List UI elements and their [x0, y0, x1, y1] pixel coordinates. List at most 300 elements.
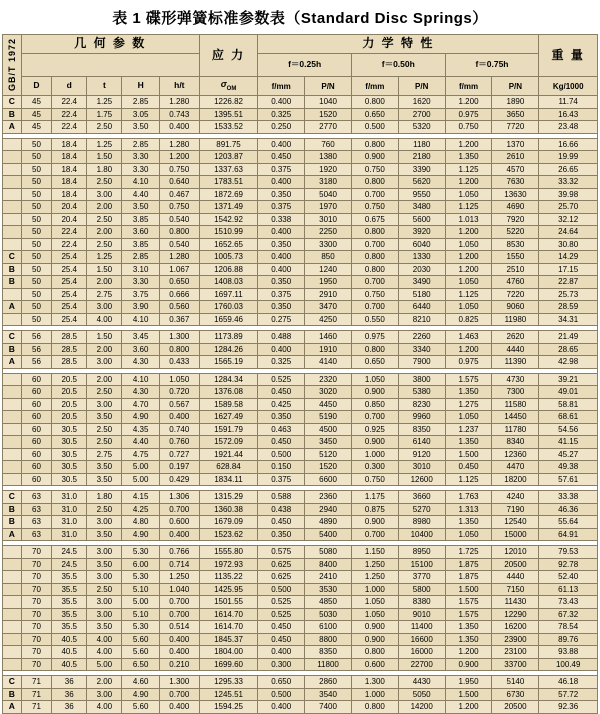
f-075h-cell: 1.350: [445, 151, 492, 164]
dim-ht-cell: 0.740: [159, 423, 199, 436]
dim-ht-cell: 0.400: [159, 646, 199, 659]
f-025h-cell: 0.325: [258, 108, 305, 121]
p-025h-cell: 5120: [305, 448, 352, 461]
dim-t-cell: 3.50: [87, 461, 122, 474]
weight-cell: 58.81: [539, 398, 598, 411]
p-075h-cell: 7300: [492, 386, 539, 399]
f-025h-cell: 0.500: [258, 583, 305, 596]
p-025h-cell: 4500: [305, 423, 352, 436]
f-075h-cell: 1.350: [445, 633, 492, 646]
dim-t-cell: 2.50: [87, 503, 122, 516]
f-075h-cell: 1.500: [445, 583, 492, 596]
f-050h-cell: 0.675: [351, 213, 398, 226]
dim-D-cell: 60: [21, 411, 51, 424]
p-025h-cell: 3180: [305, 176, 352, 189]
stress-cell: 1872.69: [199, 188, 258, 201]
header-col-f1: f/mm: [258, 77, 305, 96]
stress-cell: 1972.93: [199, 558, 258, 571]
dim-D-cell: 60: [21, 423, 51, 436]
p-075h-cell: 4730: [492, 373, 539, 386]
dim-ht-cell: 0.429: [159, 473, 199, 486]
table-row: [3, 263, 598, 276]
weight-cell: 23.48: [539, 121, 598, 134]
group-letter-cell: B: [3, 108, 22, 121]
dim-H-cell: 5.10: [122, 608, 159, 621]
p-075h-cell: 9060: [492, 301, 539, 314]
table-row: [3, 461, 598, 474]
dim-t-cell: 2.50: [87, 238, 122, 251]
p-050h-cell: 5800: [398, 583, 445, 596]
weight-cell: 42.98: [539, 356, 598, 369]
f-050h-cell: 1.050: [351, 596, 398, 609]
dim-t-cell: 2.75: [87, 448, 122, 461]
table-row: [3, 251, 598, 264]
dim-d-cell: 35.5: [52, 571, 87, 584]
group-letter-cell: [3, 546, 22, 559]
dim-d-cell: 18.4: [52, 138, 87, 151]
group-letter-cell: [3, 151, 22, 164]
stress-cell: 1371.49: [199, 201, 258, 214]
stress-cell: 1845.37: [199, 633, 258, 646]
stress-cell: 1679.09: [199, 516, 258, 529]
f-025h-cell: 0.575: [258, 546, 305, 559]
dim-t-cell: 1.25: [87, 96, 122, 109]
f-025h-cell: 0.625: [258, 558, 305, 571]
p-075h-cell: 20500: [492, 701, 539, 714]
weight-cell: 25.70: [539, 201, 598, 214]
dim-d-cell: 20.4: [52, 201, 87, 214]
p-075h-cell: 7150: [492, 583, 539, 596]
table-row: [3, 121, 598, 134]
dim-D-cell: 56: [21, 331, 51, 344]
p-075h-cell: 11980: [492, 313, 539, 326]
dim-H-cell: 4.75: [122, 448, 159, 461]
dim-d-cell: 31.0: [52, 516, 87, 529]
table-row: [3, 491, 598, 504]
table-row: [3, 528, 598, 541]
dim-ht-cell: 1.040: [159, 583, 199, 596]
f-050h-cell: 0.800: [351, 226, 398, 239]
dim-t-cell: 2.00: [87, 373, 122, 386]
group-letter-cell: B: [3, 263, 22, 276]
stress-cell: 1284.26: [199, 343, 258, 356]
stress-cell: 1245.51: [199, 688, 258, 701]
f-025h-cell: 0.350: [258, 528, 305, 541]
dim-D-cell: 60: [21, 448, 51, 461]
group-letter-cell: [3, 213, 22, 226]
f-050h-cell: 0.300: [351, 461, 398, 474]
dim-t-cell: 3.00: [87, 571, 122, 584]
f-075h-cell: 1.200: [445, 138, 492, 151]
stress-cell: 1565.19: [199, 356, 258, 369]
dim-t-cell: 2.50: [87, 121, 122, 134]
weight-cell: 16.43: [539, 108, 598, 121]
dim-D-cell: 70: [21, 596, 51, 609]
f-025h-cell: 0.450: [258, 621, 305, 634]
dim-d-cell: 30.5: [52, 423, 87, 436]
f-050h-cell: 0.800: [351, 701, 398, 714]
f-075h-cell: 1.575: [445, 608, 492, 621]
p-050h-cell: 3480: [398, 201, 445, 214]
dim-ht-cell: 1.250: [159, 571, 199, 584]
group-letter-cell: [3, 473, 22, 486]
dim-H-cell: 4.90: [122, 688, 159, 701]
f-050h-cell: 1.000: [351, 583, 398, 596]
f-050h-cell: 0.700: [351, 528, 398, 541]
f-050h-cell: 1.250: [351, 571, 398, 584]
p-075h-cell: 11390: [492, 356, 539, 369]
weight-cell: 78.54: [539, 621, 598, 634]
stress-cell: 1425.95: [199, 583, 258, 596]
dim-ht-cell: 0.750: [159, 201, 199, 214]
table-header: [3, 35, 598, 96]
f-075h-cell: 0.750: [445, 121, 492, 134]
dim-H-cell: 3.45: [122, 331, 159, 344]
weight-cell: 28.59: [539, 301, 598, 314]
p-025h-cell: 2410: [305, 571, 352, 584]
group-letter-cell: B: [3, 343, 22, 356]
table-row: [3, 571, 598, 584]
group-letter-cell: [3, 633, 22, 646]
dim-D-cell: 50: [21, 213, 51, 226]
table-row: [3, 151, 598, 164]
dim-t-cell: 2.50: [87, 583, 122, 596]
f-075h-cell: 0.825: [445, 313, 492, 326]
header-col-P1: P/N: [305, 77, 352, 96]
f-075h-cell: 1.463: [445, 331, 492, 344]
stress-cell: 1408.03: [199, 276, 258, 289]
f-025h-cell: 0.438: [258, 503, 305, 516]
f-050h-cell: 0.700: [351, 276, 398, 289]
p-075h-cell: 33700: [492, 658, 539, 671]
f-075h-cell: 1.125: [445, 201, 492, 214]
dim-ht-cell: 0.400: [159, 701, 199, 714]
p-050h-cell: 1180: [398, 138, 445, 151]
f-025h-cell: 0.400: [258, 646, 305, 659]
dim-ht-cell: 0.700: [159, 688, 199, 701]
weight-cell: 46.18: [539, 676, 598, 689]
header-col-d: d: [52, 77, 87, 96]
f-050h-cell: 1.000: [351, 688, 398, 701]
p-050h-cell: 5380: [398, 386, 445, 399]
p-075h-cell: 11430: [492, 596, 539, 609]
p-075h-cell: 2620: [492, 331, 539, 344]
p-050h-cell: 14200: [398, 701, 445, 714]
dim-H-cell: 3.85: [122, 238, 159, 251]
dim-ht-cell: 1.050: [159, 373, 199, 386]
dim-ht-cell: 0.766: [159, 546, 199, 559]
group-letter-cell: [3, 558, 22, 571]
dim-ht-cell: 0.197: [159, 461, 199, 474]
header-stress: 应 力: [199, 35, 258, 77]
f-025h-cell: 0.275: [258, 313, 305, 326]
p-050h-cell: 3800: [398, 373, 445, 386]
table-row: [3, 238, 598, 251]
p-050h-cell: 3920: [398, 226, 445, 239]
stress-cell: 1523.62: [199, 528, 258, 541]
p-025h-cell: 5400: [305, 528, 352, 541]
stress-cell: 1594.25: [199, 701, 258, 714]
p-025h-cell: 2910: [305, 288, 352, 301]
stress-cell: 1591.79: [199, 423, 258, 436]
dim-ht-cell: 1.280: [159, 138, 199, 151]
dim-d-cell: 20.5: [52, 398, 87, 411]
dim-ht-cell: 0.650: [159, 276, 199, 289]
p-025h-cell: 7400: [305, 701, 352, 714]
dim-t-cell: 3.00: [87, 356, 122, 369]
dim-d-cell: 35.5: [52, 583, 87, 596]
stress-cell: 1542.92: [199, 213, 258, 226]
dim-d-cell: 18.4: [52, 188, 87, 201]
weight-cell: 49.38: [539, 461, 598, 474]
dim-D-cell: 50: [21, 263, 51, 276]
p-025h-cell: 8400: [305, 558, 352, 571]
header-geometry-spacer: [21, 54, 199, 77]
f-075h-cell: 1.875: [445, 571, 492, 584]
weight-cell: 55.64: [539, 516, 598, 529]
dim-t-cell: 3.50: [87, 473, 122, 486]
f-050h-cell: 0.800: [351, 251, 398, 264]
p-025h-cell: 1380: [305, 151, 352, 164]
dim-H-cell: 3.05: [122, 108, 159, 121]
weight-cell: 92.36: [539, 701, 598, 714]
f-050h-cell: 0.900: [351, 436, 398, 449]
dim-d-cell: 28.5: [52, 331, 87, 344]
dim-ht-cell: 0.540: [159, 238, 199, 251]
f-075h-cell: 1.200: [445, 701, 492, 714]
p-025h-cell: 5190: [305, 411, 352, 424]
group-letter-cell: C: [3, 491, 22, 504]
header-loadcase-3: f＝0.75h: [445, 54, 539, 77]
table-row: [3, 96, 598, 109]
f-025h-cell: 0.463: [258, 423, 305, 436]
stress-cell: 1533.52: [199, 121, 258, 134]
table-row: [3, 288, 598, 301]
dim-t-cell: 5.00: [87, 658, 122, 671]
f-025h-cell: 0.400: [258, 343, 305, 356]
f-050h-cell: 0.900: [351, 633, 398, 646]
stress-cell: 1360.38: [199, 503, 258, 516]
dim-D-cell: 63: [21, 528, 51, 541]
dim-d-cell: 40.5: [52, 633, 87, 646]
table-row: [3, 386, 598, 399]
dim-H-cell: 3.60: [122, 226, 159, 239]
dim-H-cell: 2.85: [122, 96, 159, 109]
dim-t-cell: 2.00: [87, 343, 122, 356]
p-025h-cell: 3020: [305, 386, 352, 399]
dim-d-cell: 31.0: [52, 491, 87, 504]
dim-H-cell: 3.85: [122, 213, 159, 226]
p-050h-cell: 9120: [398, 448, 445, 461]
dim-D-cell: 50: [21, 276, 51, 289]
header-col-f3: f/mm: [445, 77, 492, 96]
p-025h-cell: 3470: [305, 301, 352, 314]
stress-cell: 1627.49: [199, 411, 258, 424]
dim-d-cell: 35.5: [52, 596, 87, 609]
f-025h-cell: 0.488: [258, 331, 305, 344]
group-letter-cell: C: [3, 331, 22, 344]
group-letter-cell: [3, 188, 22, 201]
f-025h-cell: 0.400: [258, 96, 305, 109]
table-row: [3, 226, 598, 239]
dim-D-cell: 50: [21, 188, 51, 201]
stress-cell: 1614.70: [199, 608, 258, 621]
header-col-weight-unit: Kg/1000: [539, 77, 598, 96]
f-075h-cell: 1.575: [445, 596, 492, 609]
f-050h-cell: 0.700: [351, 411, 398, 424]
f-050h-cell: 0.700: [351, 238, 398, 251]
weight-cell: 92.78: [539, 558, 598, 571]
p-050h-cell: 3660: [398, 491, 445, 504]
dim-ht-cell: 0.560: [159, 301, 199, 314]
dim-D-cell: 70: [21, 646, 51, 659]
dim-D-cell: 71: [21, 701, 51, 714]
p-050h-cell: 22700: [398, 658, 445, 671]
f-025h-cell: 0.400: [258, 176, 305, 189]
dim-H-cell: 6.50: [122, 658, 159, 671]
dim-t-cell: 3.50: [87, 621, 122, 634]
f-025h-cell: 0.450: [258, 151, 305, 164]
p-075h-cell: 4760: [492, 276, 539, 289]
p-075h-cell: 4240: [492, 491, 539, 504]
dim-d-cell: 18.4: [52, 151, 87, 164]
dim-d-cell: 36: [52, 701, 87, 714]
stress-cell: 1783.51: [199, 176, 258, 189]
f-050h-cell: 0.500: [351, 121, 398, 134]
f-025h-cell: 0.400: [258, 701, 305, 714]
dim-d-cell: 25.4: [52, 301, 87, 314]
p-050h-cell: 2700: [398, 108, 445, 121]
f-075h-cell: 1.500: [445, 448, 492, 461]
table-row: [3, 343, 598, 356]
f-050h-cell: 0.800: [351, 343, 398, 356]
f-025h-cell: 0.450: [258, 516, 305, 529]
p-050h-cell: 4430: [398, 676, 445, 689]
dim-H-cell: 4.15: [122, 491, 159, 504]
p-050h-cell: 2030: [398, 263, 445, 276]
stress-cell: 1206.88: [199, 263, 258, 276]
group-letter-cell: [3, 288, 22, 301]
group-letter-cell: B: [3, 688, 22, 701]
weight-cell: 67.32: [539, 608, 598, 621]
dim-D-cell: 70: [21, 546, 51, 559]
dim-d-cell: 36: [52, 676, 87, 689]
dim-t-cell: 4.00: [87, 313, 122, 326]
dim-t-cell: 2.75: [87, 288, 122, 301]
p-050h-cell: 3770: [398, 571, 445, 584]
p-025h-cell: 4140: [305, 356, 352, 369]
dim-d-cell: 20.5: [52, 373, 87, 386]
dim-t-cell: 3.00: [87, 188, 122, 201]
dim-ht-cell: 0.400: [159, 633, 199, 646]
f-050h-cell: 0.875: [351, 503, 398, 516]
dim-t-cell: 4.00: [87, 701, 122, 714]
p-050h-cell: 3490: [398, 276, 445, 289]
standard-label: GB/T 1972: [6, 37, 17, 91]
dim-t-cell: 1.75: [87, 108, 122, 121]
dim-ht-cell: 1.280: [159, 251, 199, 264]
sigma-subscript: OM: [226, 86, 237, 93]
dim-H-cell: 3.50: [122, 121, 159, 134]
weight-cell: 68.61: [539, 411, 598, 424]
f-025h-cell: 0.350: [258, 188, 305, 201]
f-025h-cell: 0.500: [258, 688, 305, 701]
f-025h-cell: 0.625: [258, 571, 305, 584]
page-title: 表 1 碟形弹簧标准参数表（Standard Disc Springs）: [112, 10, 488, 27]
dim-D-cell: 71: [21, 688, 51, 701]
dim-d-cell: 22.4: [52, 238, 87, 251]
p-050h-cell: 8210: [398, 313, 445, 326]
dim-H-cell: 5.10: [122, 583, 159, 596]
p-050h-cell: 5620: [398, 176, 445, 189]
dim-H-cell: 4.30: [122, 356, 159, 369]
table-row: [3, 331, 598, 344]
dim-D-cell: 70: [21, 621, 51, 634]
f-050h-cell: 0.650: [351, 108, 398, 121]
table-row: [3, 313, 598, 326]
p-075h-cell: 8530: [492, 238, 539, 251]
table-row: [3, 423, 598, 436]
f-025h-cell: 0.338: [258, 213, 305, 226]
p-025h-cell: 3010: [305, 213, 352, 226]
dim-ht-cell: 1.300: [159, 331, 199, 344]
f-075h-cell: 1.200: [445, 263, 492, 276]
group-letter-cell: A: [3, 528, 22, 541]
f-075h-cell: 1.875: [445, 558, 492, 571]
dim-t-cell: 2.50: [87, 213, 122, 226]
dim-H-cell: 3.90: [122, 301, 159, 314]
weight-cell: 28.65: [539, 343, 598, 356]
stress-cell: 1572.09: [199, 436, 258, 449]
header-col-D: D: [21, 77, 51, 96]
stress-cell: 1203.87: [199, 151, 258, 164]
p-075h-cell: 23100: [492, 646, 539, 659]
f-075h-cell: 1.200: [445, 96, 492, 109]
f-050h-cell: 1.050: [351, 608, 398, 621]
weight-cell: 30.80: [539, 238, 598, 251]
p-025h-cell: 3450: [305, 436, 352, 449]
dim-t-cell: 2.00: [87, 226, 122, 239]
group-letter-cell: A: [3, 121, 22, 134]
weight-cell: 49.01: [539, 386, 598, 399]
table-row: [3, 373, 598, 386]
p-075h-cell: 2610: [492, 151, 539, 164]
stress-cell: 1589.58: [199, 398, 258, 411]
dim-d-cell: 24.5: [52, 558, 87, 571]
stress-cell: 1659.46: [199, 313, 258, 326]
dim-ht-cell: 0.714: [159, 558, 199, 571]
p-050h-cell: 6440: [398, 301, 445, 314]
f-075h-cell: 1.725: [445, 546, 492, 559]
weight-cell: 24.64: [539, 226, 598, 239]
f-075h-cell: 1.200: [445, 343, 492, 356]
f-025h-cell: 0.150: [258, 461, 305, 474]
weight-cell: 34.31: [539, 313, 598, 326]
p-075h-cell: 16200: [492, 621, 539, 634]
f-050h-cell: 0.750: [351, 163, 398, 176]
dim-d-cell: 18.4: [52, 176, 87, 189]
header-col-ht: h/t: [159, 77, 199, 96]
dim-ht-cell: 0.400: [159, 121, 199, 134]
f-050h-cell: 0.800: [351, 263, 398, 276]
group-letter-cell: A: [3, 301, 22, 314]
p-050h-cell: 2180: [398, 151, 445, 164]
dim-ht-cell: 1.200: [159, 151, 199, 164]
stress-cell: 1284.34: [199, 373, 258, 386]
f-025h-cell: 0.375: [258, 288, 305, 301]
p-050h-cell: 9010: [398, 608, 445, 621]
p-050h-cell: 9550: [398, 188, 445, 201]
